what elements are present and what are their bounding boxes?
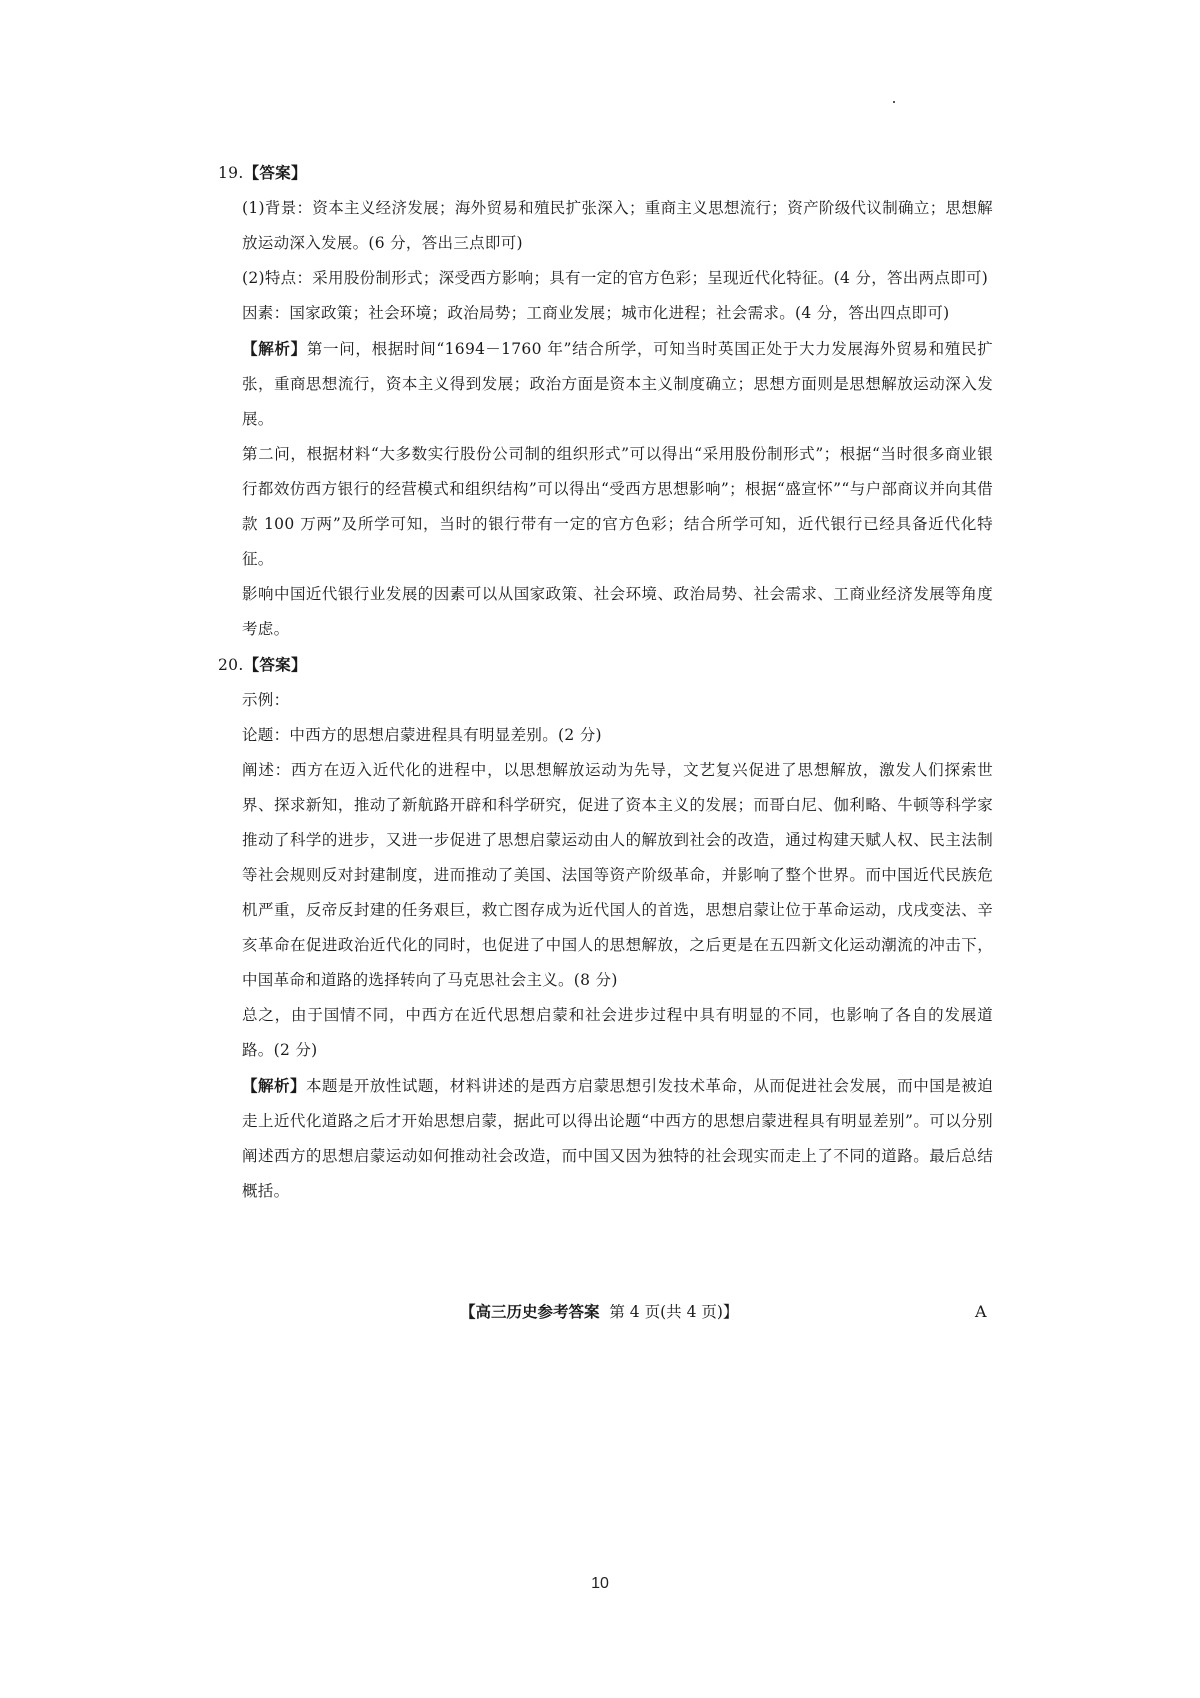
q19-analysis-paragraph-2: 第二问，根据材料“大多数实行股份公司制的组织形式”可以得出“采用股份制形式”；根据“当时很多商业银行都效仿西方银行的经营模式和组织结构”可以得出“受西方思想影响”；根据“盛宣怀”“与户部商议并向其借款 100 万两”及所学可知，当时的银行带有一定的官方色彩；结合所学可知，近代银行已经具备近代化特征。 [242,445,993,568]
question-20-answer-tag: 【答案】 [243,655,307,674]
question-19-number: 19. [218,164,244,182]
q19-analysis-first-text: 第一问，根据时间“1694－1760 年”结合所学，可知当时英国正处于大力发展海外贸易和殖民扩张，重商思想流行，资本主义得到发展；政治方面是资本主义制度确立；思想方面则是思想解放运动深入发展。 [242,340,993,428]
page-number: 10 [591,1575,609,1592]
footer-page-info: 第 4 页(共 4 页)】 [609,1303,739,1321]
q19-analysis-paragraph-3: 影响中国近代银行业发展的因素可以从国家政策、社会环境、政治局势、社会需求、工商业经济发展等角度考虑。 [242,585,993,638]
q20-analysis-text: 本题是开放性试题，材料讲述的是西方启蒙思想引发技术革命，从而促进社会发展，而中国是被迫走上近代化道路之后才开始思想启蒙，据此可以得出论题“中西方的思想启蒙进程具有明显差别”。可以分别阐述西方的思想启蒙运动如何推动社会改造，而中国又因为独特的社会现实而走上了不同的道路。最后总结概括。 [242,1077,994,1200]
q19-answer-line-3: 因素：国家政策；社会环境；政治局势；工商业发展；城市化进程；社会需求。(4 分，答出四点即可) [242,304,950,322]
question-20-header [218,647,993,683]
answer-content [218,155,993,1209]
question-19-header [218,155,993,191]
q19-answer-line-1: (1)背景：资本主义经济发展；海外贸易和殖民扩张深入；重商主义思想流行；资产阶级代议制确立；思想解放运动深入发展。(6 分，答出三点即可) [242,199,993,252]
footer-title-block [460,1300,738,1324]
q20-analysis [218,1068,993,1209]
question-20 [218,647,993,1209]
footer-version: A [975,1302,987,1321]
q19-analysis-paragraph-1 [218,331,993,437]
q20-thesis: 论题：中西方的思想启蒙进程具有明显差别。(2 分) [242,726,602,744]
q20-example-label: 示例： [242,691,290,709]
q19-analysis-tag: 【解析】 [242,339,307,358]
q20-analysis-tag: 【解析】 [242,1076,306,1095]
question-19 [218,155,993,647]
q19-answer-line-2: (2)特点：采用股份制形式；深受西方影响；具有一定的官方色彩；呈现近代化特征。(4 分，答出两点即可) [242,269,989,287]
q20-elaboration: 阐述：西方在迈入近代化的进程中，以思想解放运动为先导，文艺复兴促进了思想解放，激发人们探索世界、探求新知，推动了新航路开辟和科学研究，促进了资本主义的发展；而哥白尼、伽利略、牛顿等科学家推动了科学的进步，又进一步促进了思想启蒙运动由人的解放到社会的改造，通过构建天赋人权、民主法制等社会规则反对封建制度，进而推动了美国、法国等资产阶级革命，并影响了整个世界。而中国近代民族危机严重，反帝反封建的任务艰巨，救亡图存成为近代国人的首选，思想启蒙让位于革命运动，戊戌变法、辛亥革命在促进政治近代化的同时，也促进了中国人的思想解放，之后更是在五四新文化运动潮流的冲击下，中国革命和道路的选择转向了马克思社会主义。(8 分) [242,761,993,989]
scan-dot [893,101,895,103]
footer-title: 【高三历史参考答案 [460,1302,600,1321]
question-19-answer-tag: 【答案】 [243,163,307,182]
q20-conclusion: 总之，由于国情不同，中西方在近代思想启蒙和社会进步过程中具有明显的不同，也影响了各自的发展道路。(2 分) [242,1006,993,1059]
question-20-number: 20. [218,656,244,674]
